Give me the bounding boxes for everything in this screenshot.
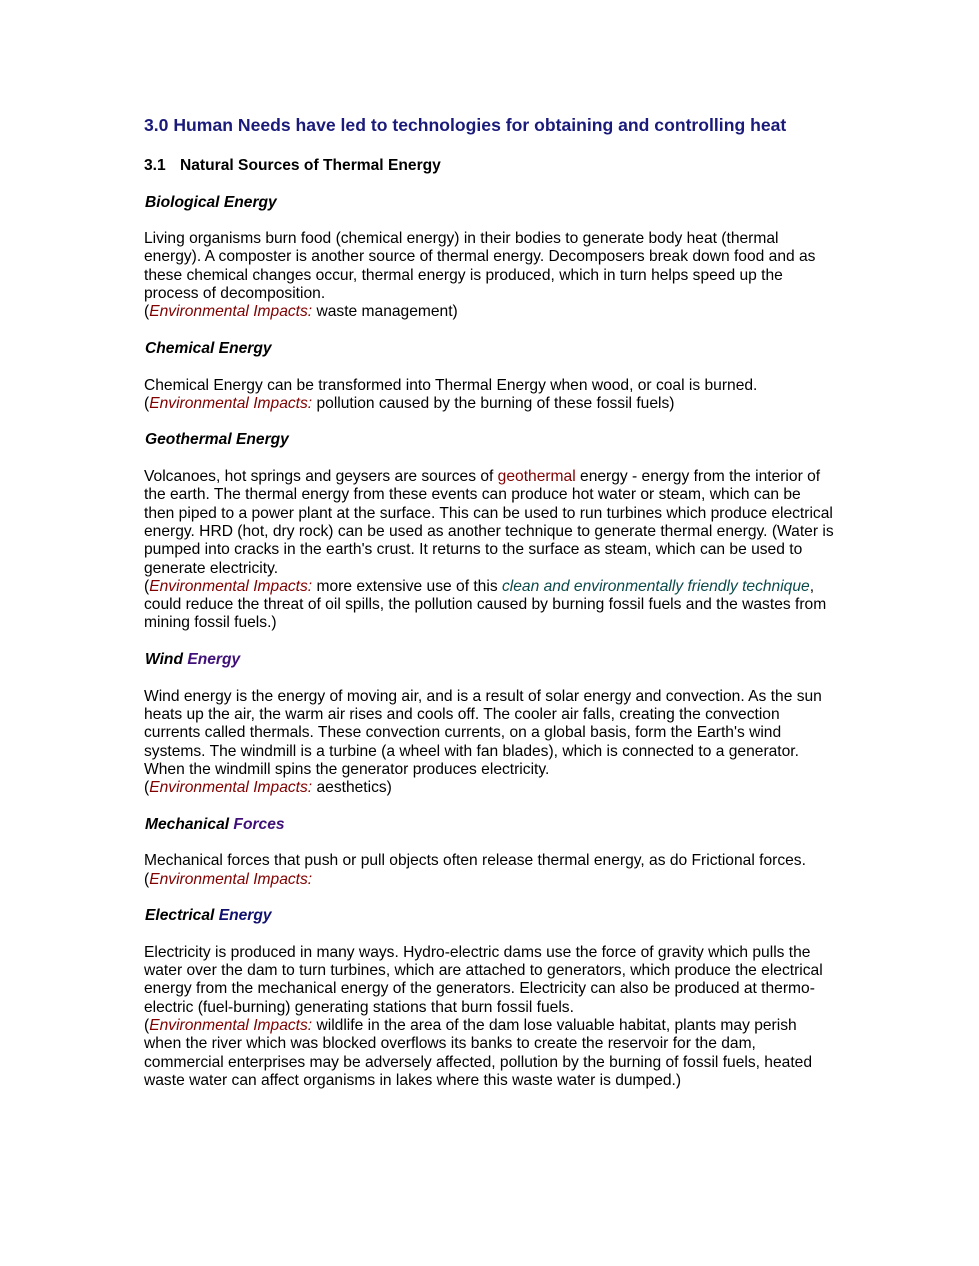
impact-text: wildlife in the area of the dam lose valuable habitat, plants may perish when the river which was blocked overflows its banks to create the reservoir for the dam, commercial enterprises may be adversely affected, pollution by the burning of fossil fuels, heated waste water can affect organisms in lakes where this waste water is dumped.) [144,1016,813,1089]
paragraph-mechanical: Mechanical forces that push or pull objects often release thermal energy, as do Frictional forces. (Environmental Impacts: [144,852,806,888]
impact-text: more extensive use of this [312,577,502,595]
heading-wind [145,651,834,669]
subsection-heading [144,157,834,175]
impact-text: waste management) [312,303,458,321]
subsection-number: 3.1 [144,157,166,174]
impacts-label: Environmental Impacts: [149,577,313,595]
heading-mechanical [145,816,834,834]
body-text: Wind energy is the energy of moving air, and is a result of solar energy and convection. As the sun heats up the air, the warm air rises and cools off. The cooler air falls, creating the convection currents called thermals. These convection currents, on a global basis, form the Earth's wind systems. The windmill is a turbine (a wheel with fan blades), which is connected to a generator. When the windmill spins the generator produces electricity. [144,687,822,778]
impacts-label: Environmental Impacts: [149,303,313,321]
paragraph-biological: Living organisms burn food (chemical energy) in their bodies to generate body heat (thermal energy). A composter is another source of thermal energy. Decomposers break down food and as these chemical changes occur, thermal energy is produced, which in turn helps speed up the process of decomposition. (Environmental Impacts: waste management) [144,230,816,321]
impact-text: aesthetics) [312,779,392,797]
body-text: energy - energy from the interior of the earth. The thermal energy from these events can produce hot water or steam, which can be then piped to a power plant at the surface. This can be used to run turbines which produce electrical energy. HRD (hot, dry rock) can be used as another technique to generate thermal energy. (Water is pumped into cracks in the earth's crust. It returns to the surface as steam, which can be used to generate electricity. [144,468,834,577]
heading-chemical: Chemical Energy [145,339,272,357]
impact-text: , could reduce the threat of oil spills, the pollution caused by burning fossil fuels and the wastes from mining fossil fuels.) [144,577,827,632]
impact-emphasis: clean and environmentally friendly technique [501,577,810,595]
heading-electrical [145,907,834,925]
body-text: Electricity is produced in many ways. Hydro-electric dams use the force of gravity which pulls the water over the dam to turn turbines, which are attached to generators, which produce the electrical energy from the mechanical energy of the generators. Electricity can also be produced at thermo-electric (fuel-burning) generating stations that burn fossil fuels. [144,943,823,1016]
body-text: Living organisms burn food (chemical energy) in their bodies to generate body heat (thermal energy). A composter is another source of thermal energy. Decomposers break down food and as these chemical changes occur, thermal energy is produced, which in turn helps speed up the process of decomposition. [144,230,816,303]
impacts-label: Environmental Impacts: [149,779,313,797]
heading-link[interactable]: Energy [187,651,241,669]
impact-text: pollution caused by the burning of these fossil fuels) [312,394,675,412]
heading-text: Mechanical [145,815,230,833]
paragraph-wind: Wind energy is the energy of moving air, and is a result of solar energy and convection. As the sun heats up the air, the warm air rises and cools off. The cooler air falls, creating the convection currents called thermals. These convection currents, on a global basis, form the Earth's wind systems. The windmill is a turbine (a wheel with fan blades), which is connected to a generator. When the windmill spins the generator produces electricity. (Environmental Impacts: aesthetics) [144,687,822,797]
heading-geothermal: Geothermal Energy [145,431,289,449]
impacts-label: Environmental Impacts: [149,394,313,412]
paragraph-chemical: Chemical Energy can be transformed into Thermal Energy when wood, or coal is burned. (Environmental Impacts: pollution caused by the burning of these fossil fuels) [144,376,758,412]
paragraph-geothermal: Volcanoes, hot springs and geysers are sources of geothermal energy - energy from the interior of the earth. The thermal energy from these events can produce hot water or steam, which can be then piped to a power plant at the surface. This can be used to run turbines which produce electrical energy. HRD (hot, dry rock) can be used as another technique to generate thermal energy. (Water is pumped into cracks in the earth's crust. It returns to the surface as steam, which can be used to generate electricity. (Environmental Impacts: more extensive use of this clean and environmentally friendly technique, could reduce the threat of oil spills, the pollution caused by burning fossil fuels and the wastes from mining fossil fuels.) [144,468,834,632]
body-text: Volcanoes, hot springs and geysers are sources of [144,468,498,486]
heading-text: Electrical [145,907,215,925]
page-title: 3.0 Human Needs have led to technologies for obtaining and controlling heat [144,115,787,135]
subsection-label: Natural Sources of Thermal Energy [180,157,441,174]
document-page [144,115,834,1108]
heading-biological: Biological Energy [145,193,277,211]
impacts-label: Environmental Impacts: [149,870,313,888]
geothermal-link[interactable]: geothermal [497,468,576,486]
impacts-label: Environmental Impacts: [149,1016,313,1034]
heading-link[interactable]: Forces [233,815,285,833]
heading-text: Wind [145,651,183,669]
body-text: Chemical Energy can be transformed into Thermal Energy when wood, or coal is burned. [144,376,758,394]
body-text: Mechanical forces that push or pull objects often release thermal energy, as do Frictional forces. [144,852,806,870]
heading-link[interactable]: Energy [218,907,272,925]
paragraph-electrical: Electricity is produced in many ways. Hydro-electric dams use the force of gravity which pulls the water over the dam to turn turbines, which are attached to generators, which produce the electrical energy from the mechanical energy of the generators. Electricity can also be produced at thermo-electric (fuel-burning) generating stations that burn fossil fuels. (Environmental Impacts: wildlife in the area of the dam lose valuable habitat, plants may perish when the river which was blocked overflows its banks to create the reservoir for the dam, commercial enterprises may be adversely affected, pollution by the burning of fossil fuels, heated waste water can affect organisms in lakes where this waste water is dumped.) [144,943,823,1089]
